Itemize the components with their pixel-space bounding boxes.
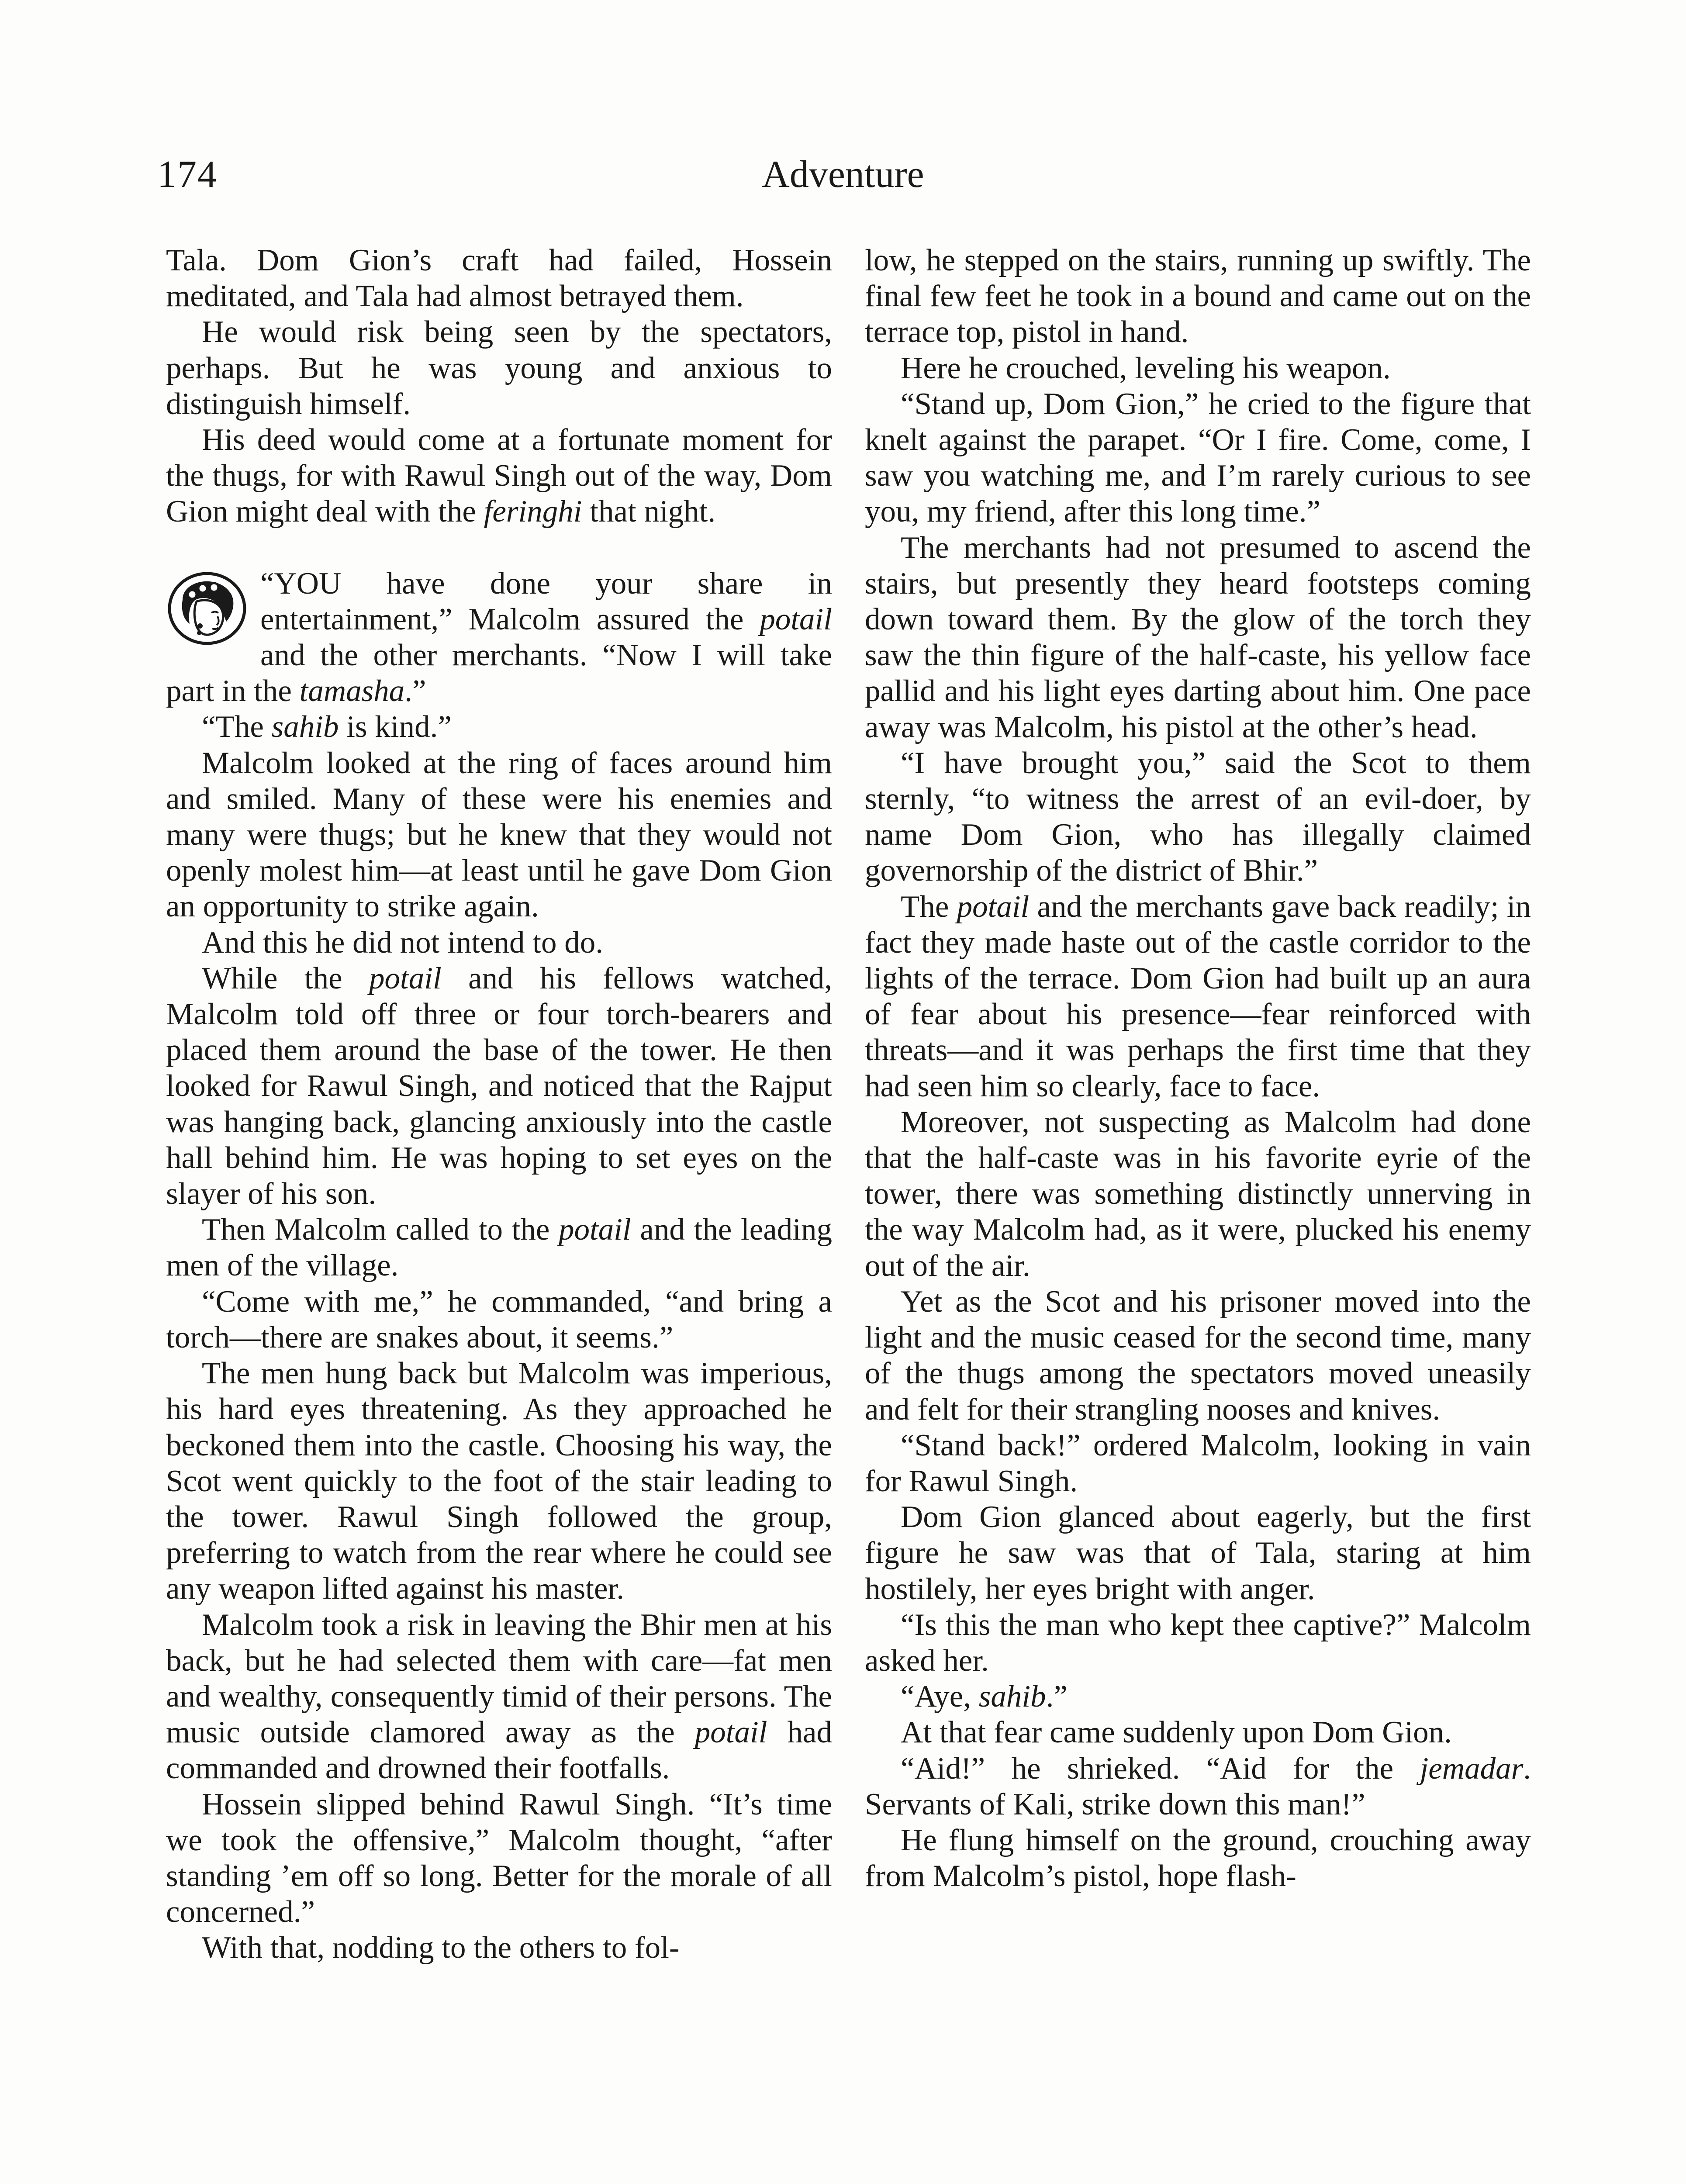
paragraph: While the potail and his fellows watched, Malcolm told off three or four torch-bearers and placed them around the base of the tower. He then looked for Rawul Singh, and noticed that the Rajput was hanging back, glancing anxiously into the castle hall behind him. He was hoping to set eyes on the slayer of his son. xyxy=(166,961,832,1211)
paragraph: “The sahib is kind.” xyxy=(202,710,452,744)
paragraph: The merchants had not presumed to ascend the stairs, but presently they heard footsteps coming down toward them. By the glow of the torch they saw the thin figure of the half-caste, his yellow face pallid and his light eyes darting about him. One pace away was Malcolm, his pistol at the other’s head. xyxy=(865,530,1531,744)
paragraph: “Stand up, Dom Gion,” he cried to the figure that knelt against the parapet. “Or I fire. Come, come, I saw you watching me, and I’m rarely curious to see you, my friend, after this long time.” xyxy=(865,387,1531,529)
paragraph: Then Malcolm called to the potail and the leading men of the village. xyxy=(166,1213,832,1283)
paragraph: Dom Gion glanced about eagerly, but the first figure he saw was that of Tala, staring at him hostilely, her eyes bright with anger. xyxy=(865,1500,1531,1606)
paragraph: At that fear came suddenly upon Dom Gion. xyxy=(901,1715,1452,1750)
paragraph: “Aye, sahib.” xyxy=(901,1679,1068,1714)
paragraph: He flung himself on the ground, crouching away from Malcolm’s pistol, hope flash- xyxy=(865,1823,1531,1894)
paragraph: “I have brought you,” said the Scot to them sternly, “to witness the arrest of an evil-doer, by name Dom Gion, who has illegally claimed governorship of the district of Bhir.” xyxy=(865,746,1531,888)
woman-portrait-ornament-icon xyxy=(165,569,252,646)
paragraph: With that, nodding to the others to fol- xyxy=(202,1931,680,1965)
paragraph: “Come with me,” he commanded, “and bring a torch—there are snakes about, it seems.” xyxy=(166,1284,832,1355)
paragraph: low, he stepped on the stairs, running up swiftly. The final few feet he took in a bound and came out on the terrace top, pistol in hand. xyxy=(865,243,1531,349)
page-number: 174 xyxy=(157,153,218,196)
right-column xyxy=(865,242,1531,1894)
paragraph: Yet as the Scot and his prisoner moved into the light and the music ceased for the second time, many of the thugs among the spectators moved uneasily and felt for their strangling nooses and knives. xyxy=(865,1284,1531,1427)
paragraph: Moreover, not suspecting as Malcolm had done that the half-caste was in his favorite eyrie of the tower, there was something distinctly unnerving in the way Malcolm had, as it were, plucked his enemy out of the air. xyxy=(865,1105,1531,1283)
left-column xyxy=(166,242,832,1966)
paragraph: “Aid!” he shrieked. “Aid for the jemadar. Servants of Kali, strike down this man!” xyxy=(865,1751,1531,1821)
section-opening-paragraph: “YOU have done your share in entertainment,” Malcolm assured the potail and the other merchants. “Now I will take part in the tamasha.” xyxy=(166,566,832,708)
paragraph: He would risk being seen by the spectators, perhaps. But he was young and anxious to distinguish himself. xyxy=(166,315,832,421)
running-head: Adventure xyxy=(762,153,924,196)
paragraph: Tala. Dom Gion’s craft had failed, Hossein meditated, and Tala had almost betrayed them. xyxy=(166,243,832,314)
paragraph: And this he did not intend to do. xyxy=(202,925,604,960)
paragraph: The potail and the merchants gave back readily; in fact they made haste out of the castle corridor to the lights of the terrace. Dom Gion had built up an aura of fear about his presence—fear reinforced with threats—and it was perhaps the first time that they had seen him so clearly, face to face. xyxy=(865,889,1531,1103)
paragraph: “Stand back!” ordered Malcolm, looking in vain for Rawul Singh. xyxy=(865,1428,1531,1498)
paragraph: The men hung back but Malcolm was imperious, his hard eyes threatening. As they approached he beckoned them into the castle. Choosing his way, the Scot went quickly to the foot of the stair leading to the tower. Rawul Singh followed the group, preferring to watch from the rear where he could see any weapon lifted against his master. xyxy=(166,1356,832,1606)
paragraph: Hossein slipped behind Rawul Singh. “It’s time we took the offensive,” Malcolm thought, “after standing ’em off so long. Better for the morale of all concerned.” xyxy=(166,1787,832,1929)
paragraph: “Is this the man who kept thee captive?” Malcolm asked her. xyxy=(865,1607,1531,1678)
paragraph: Malcolm looked at the ring of faces around him and smiled. Many of these were his enemies and many were thugs; but he knew that they would not openly molest him—at least until he gave Dom Gion an opportunity to strike again. xyxy=(166,746,832,924)
paragraph: His deed would come at a fortunate moment for the thugs, for with Rawul Singh out of the way, Dom Gion might deal with the feringhi that night. xyxy=(166,423,832,529)
paragraph: Malcolm took a risk in leaving the Bhir men at his back, but he had selected them with care—fat men and wealthy, consequently timid of their persons. The music outside clamored away as the potail had commanded and drowned their footfalls. xyxy=(166,1607,833,1786)
paragraph: Here he crouched, leveling his weapon. xyxy=(901,351,1391,385)
